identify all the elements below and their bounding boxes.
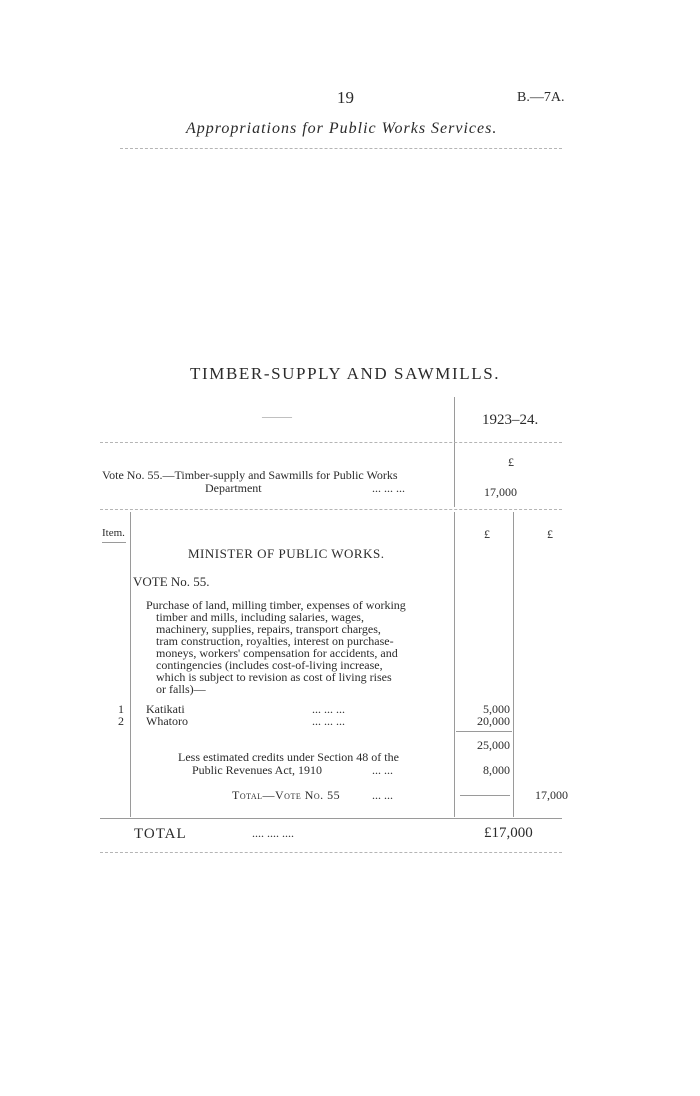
grand-total-leaders: .... .... ....: [252, 826, 294, 840]
vote-total-amount: 17,000: [535, 788, 568, 802]
description-line: tram construction, royalties, interest on purchase-: [156, 634, 394, 648]
summary-rule: [100, 442, 562, 443]
grand-total-label: TOTAL: [134, 826, 187, 842]
ministry-heading: MINISTER OF PUBLIC WORKS.: [188, 546, 385, 561]
subtotal-rule: [456, 731, 512, 732]
item-number: 2: [118, 714, 124, 728]
summary-year: 1923–24.: [482, 412, 539, 428]
summary-currency: £: [508, 455, 514, 469]
description-line: which is subject to revision as cost of living rises: [156, 670, 392, 684]
credits-description-cont: Public Revenues Act, 1910: [192, 763, 322, 777]
amount-column-rule: [454, 512, 455, 817]
summary-bottom-rule: [100, 509, 562, 510]
credits-leaders: ... ...: [372, 763, 393, 777]
summary-column-rule: [454, 397, 455, 507]
vote-description-cont: Department: [205, 481, 262, 495]
subtotal-amount: 25,000: [477, 738, 510, 752]
description-line: or falls)—: [156, 682, 206, 696]
vote-leaders: ... ... ...: [372, 481, 405, 495]
vote-description: Vote No. 55.—Timber-supply and Sawmills for Public Works: [102, 468, 398, 482]
page-number: 19: [337, 88, 354, 107]
credits-description: Less estimated credits under Section 48 of the: [178, 750, 399, 764]
item-leaders: ... ... ...: [312, 714, 345, 728]
description-line: Purchase of land, milling timber, expenses of working: [146, 598, 406, 612]
item-number: 1: [118, 702, 124, 716]
vote-total-label: Total—Vote No. 55: [232, 788, 341, 802]
item-name: Katikati: [146, 702, 185, 716]
section-title: TIMBER-SUPPLY AND SAWMILLS.: [190, 364, 501, 383]
description-line: machinery, supplies, repairs, transport charges,: [156, 622, 381, 636]
summary-dash: ———: [262, 412, 292, 423]
vote-total-rule: [460, 795, 510, 796]
item-amount: 5,000: [483, 702, 510, 716]
grand-total-bottom-rule: [100, 852, 562, 853]
item-leaders: ... ... ...: [312, 702, 345, 716]
item-name: Whatoro: [146, 714, 188, 728]
item-header-underline: [102, 542, 126, 543]
header-rule: [120, 148, 562, 149]
total-column-rule: [513, 512, 514, 817]
grand-total-amount: £17,000: [484, 825, 533, 841]
description-line: timber and mills, including salaries, wages,: [156, 610, 364, 624]
amount-currency-1: £: [484, 527, 490, 541]
description-line: moneys, workers' compensation for accidents, and: [156, 646, 398, 660]
page-title: Appropriations for Public Works Services.: [186, 120, 498, 137]
item-column-header: Item.: [102, 527, 125, 539]
item-amount: 20,000: [477, 714, 510, 728]
vote-amount: 17,000: [484, 485, 517, 499]
document-ref: B.—7A.: [517, 90, 565, 105]
credits-amount: 8,000: [483, 763, 510, 777]
amount-currency-2: £: [547, 527, 553, 541]
item-column-rule: [130, 512, 131, 817]
vote-total-leaders: ... ...: [372, 788, 393, 802]
vote-heading: VOTE No. 55.: [133, 574, 210, 589]
grand-total-top-rule: [100, 818, 562, 819]
description-line: contingencies (includes cost-of-living increase,: [156, 658, 383, 672]
